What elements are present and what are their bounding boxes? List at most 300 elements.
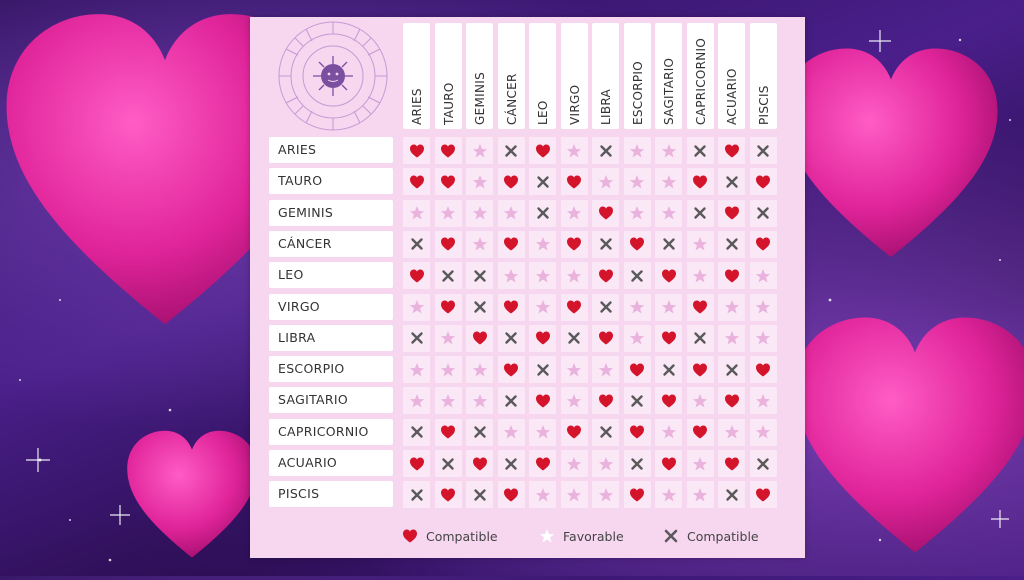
grid-cell	[750, 231, 777, 258]
star-icon	[661, 205, 677, 221]
grid-cell	[687, 137, 714, 164]
grid-cell	[750, 200, 777, 227]
star-icon	[440, 330, 456, 346]
grid-cell	[624, 356, 651, 383]
grid-cell	[498, 294, 525, 321]
column-header-label: GEMINIS	[473, 71, 487, 125]
cross-icon	[692, 330, 708, 346]
star-icon	[566, 143, 582, 159]
cross-icon	[598, 143, 614, 159]
grid-cell	[655, 137, 682, 164]
heart-icon	[503, 299, 519, 315]
grid-cell	[687, 262, 714, 289]
heart-icon	[629, 236, 645, 252]
grid-cell	[624, 262, 651, 289]
heart-icon	[535, 456, 551, 472]
column-header-11	[750, 23, 777, 129]
star-icon	[566, 393, 582, 409]
grid-cell	[687, 231, 714, 258]
grid-cell	[592, 450, 619, 477]
grid-cell	[624, 294, 651, 321]
grid-cell	[561, 325, 588, 352]
column-header-9	[687, 23, 714, 129]
grid-cell	[403, 481, 430, 508]
grid-cell	[718, 137, 745, 164]
grid-cell	[624, 231, 651, 258]
row-label: ARIES	[269, 137, 393, 163]
heart-icon	[503, 236, 519, 252]
row-label: CAPRICORNIO	[269, 419, 393, 445]
heart-icon	[440, 487, 456, 503]
star-icon	[598, 174, 614, 190]
star-icon	[755, 330, 771, 346]
row-label: TAURO	[269, 168, 393, 194]
column-header-8	[655, 23, 682, 129]
grid-cell	[687, 481, 714, 508]
grid-cell	[718, 450, 745, 477]
grid-cell	[718, 387, 745, 414]
star-icon	[724, 424, 740, 440]
grid-cell	[718, 262, 745, 289]
cross-icon	[692, 143, 708, 159]
cross-icon	[503, 143, 519, 159]
grid-cell	[529, 356, 556, 383]
grid-cell	[718, 200, 745, 227]
star-icon	[566, 456, 582, 472]
heart-icon	[535, 143, 551, 159]
column-header-4	[529, 23, 556, 129]
legend-star-label: Favorable	[563, 528, 624, 544]
legend-heart-label: Compatible	[426, 528, 498, 544]
column-header-2	[466, 23, 493, 129]
cross-icon	[440, 268, 456, 284]
star-icon	[692, 236, 708, 252]
heart-icon	[755, 487, 771, 503]
cross-icon	[472, 299, 488, 315]
heart-icon	[661, 268, 677, 284]
star-icon	[724, 299, 740, 315]
row-label: GEMINIS	[269, 200, 393, 226]
grid-cell	[435, 200, 462, 227]
grid-cell	[466, 294, 493, 321]
legend-cross	[663, 527, 759, 545]
grid-cell	[592, 231, 619, 258]
grid-cell	[403, 325, 430, 352]
legend-cross-label: Compatible	[687, 528, 759, 544]
grid-cell	[561, 262, 588, 289]
grid-cell	[655, 481, 682, 508]
star-icon	[566, 487, 582, 503]
grid-cell	[403, 137, 430, 164]
grid-cell	[624, 137, 651, 164]
grid-cell	[435, 325, 462, 352]
grid-cell	[498, 450, 525, 477]
grid-cell	[466, 325, 493, 352]
cross-icon	[724, 487, 740, 503]
grid-cell	[718, 168, 745, 195]
star-icon	[755, 299, 771, 315]
grid-cell	[750, 168, 777, 195]
glitter-heart-bottom-left	[122, 428, 262, 563]
column-header-6	[592, 23, 619, 129]
column-header-0	[403, 23, 430, 129]
grid-cell	[592, 481, 619, 508]
grid-cell	[435, 481, 462, 508]
grid-cell	[750, 481, 777, 508]
grid-cell	[750, 387, 777, 414]
grid-cell	[498, 168, 525, 195]
heart-icon	[692, 299, 708, 315]
grid-cell	[435, 356, 462, 383]
cross-icon	[598, 236, 614, 252]
grid-cell	[750, 262, 777, 289]
star-icon	[472, 143, 488, 159]
heart-icon	[724, 268, 740, 284]
star-icon	[566, 268, 582, 284]
star-icon	[598, 487, 614, 503]
grid-cell	[655, 294, 682, 321]
grid-cell	[529, 325, 556, 352]
grid-cell	[592, 294, 619, 321]
column-header-7	[624, 23, 651, 129]
heart-icon	[503, 174, 519, 190]
star-icon	[503, 424, 519, 440]
heart-icon	[409, 268, 425, 284]
grid-cell	[498, 481, 525, 508]
grid-cell	[529, 294, 556, 321]
star-icon	[692, 456, 708, 472]
grid-cell	[435, 419, 462, 446]
row-label: LEO	[269, 262, 393, 288]
grid-cell	[655, 325, 682, 352]
column-header-label: CAPRICORNIO	[693, 37, 708, 125]
cross-icon	[755, 143, 771, 159]
star-icon	[472, 205, 488, 221]
cross-icon	[724, 174, 740, 190]
grid-cell	[592, 137, 619, 164]
column-header-1	[435, 23, 462, 129]
grid-cell	[655, 450, 682, 477]
star-icon	[661, 143, 677, 159]
star-icon	[724, 330, 740, 346]
heart-icon	[409, 143, 425, 159]
grid-cell	[655, 356, 682, 383]
heart-icon	[566, 174, 582, 190]
cross-icon	[472, 424, 488, 440]
grid-cell	[498, 325, 525, 352]
heart-icon	[440, 424, 456, 440]
grid-cell	[592, 356, 619, 383]
heart-icon	[472, 456, 488, 472]
grid-cell	[435, 231, 462, 258]
star-icon	[598, 362, 614, 378]
grid-cell	[561, 450, 588, 477]
cross-icon	[663, 528, 679, 544]
column-header-label: TAURO	[441, 82, 456, 125]
grid-cell	[466, 481, 493, 508]
heart-icon	[472, 330, 488, 346]
grid-cell	[435, 294, 462, 321]
grid-cell	[718, 419, 745, 446]
row-label: ESCORPIO	[269, 356, 393, 382]
row-label: SAGITARIO	[269, 387, 393, 413]
grid-cell	[655, 387, 682, 414]
grid-cell	[718, 325, 745, 352]
grid-cell	[561, 481, 588, 508]
column-header-label: ESCORPIO	[630, 61, 645, 125]
grid-cell	[561, 231, 588, 258]
star-icon	[440, 393, 456, 409]
star-icon	[566, 362, 582, 378]
grid-cell	[529, 168, 556, 195]
grid-cell	[529, 200, 556, 227]
grid-cell	[624, 387, 651, 414]
heart-icon	[661, 393, 677, 409]
grid-cell	[750, 356, 777, 383]
heart-icon	[440, 143, 456, 159]
grid-cell	[750, 137, 777, 164]
heart-icon	[661, 456, 677, 472]
cross-icon	[692, 205, 708, 221]
grid-cell	[466, 168, 493, 195]
grid-cell	[529, 387, 556, 414]
grid-cell	[655, 262, 682, 289]
grid-cell	[687, 450, 714, 477]
star-icon	[598, 456, 614, 472]
grid-cell	[592, 325, 619, 352]
grid-cell	[498, 137, 525, 164]
row-label: PISCIS	[269, 481, 393, 507]
grid-cell	[403, 419, 430, 446]
star-icon	[535, 487, 551, 503]
cross-icon	[409, 424, 425, 440]
star-icon	[661, 299, 677, 315]
grid-cell	[403, 356, 430, 383]
heart-icon	[566, 424, 582, 440]
grid-cell	[561, 137, 588, 164]
column-header-label: ARIES	[410, 88, 424, 125]
heart-icon	[598, 330, 614, 346]
row-label: CÁNCER	[269, 231, 393, 257]
grid-cell	[624, 481, 651, 508]
heart-icon	[402, 528, 418, 544]
star-icon	[629, 143, 645, 159]
grid-cell	[529, 231, 556, 258]
grid-cell	[624, 200, 651, 227]
star-icon	[692, 487, 708, 503]
heart-icon	[598, 205, 614, 221]
grid-cell	[718, 294, 745, 321]
grid-cell	[687, 168, 714, 195]
grid-cell	[561, 200, 588, 227]
heart-icon	[724, 456, 740, 472]
heart-icon	[503, 487, 519, 503]
grid-cell	[529, 137, 556, 164]
grid-cell	[403, 231, 430, 258]
column-header-label: LIBRA	[599, 88, 613, 125]
heart-icon	[755, 174, 771, 190]
row-label: VIRGO	[269, 294, 393, 320]
cross-icon	[629, 456, 645, 472]
heart-icon	[661, 330, 677, 346]
grid-cell	[435, 262, 462, 289]
grid-cell	[655, 419, 682, 446]
grid-cell	[592, 168, 619, 195]
cross-icon	[724, 236, 740, 252]
grid-cell	[403, 387, 430, 414]
heart-icon	[755, 236, 771, 252]
column-header-label: VIRGO	[567, 84, 582, 125]
star-icon	[409, 393, 425, 409]
star-icon	[755, 393, 771, 409]
cross-icon	[661, 236, 677, 252]
compatibility-chart-card	[250, 17, 805, 558]
grid-cell	[624, 450, 651, 477]
grid-cell	[592, 262, 619, 289]
star-icon	[755, 424, 771, 440]
column-header-10	[718, 23, 745, 129]
grid-cell	[561, 356, 588, 383]
heart-icon	[724, 205, 740, 221]
heart-icon	[598, 268, 614, 284]
grid-cell	[466, 200, 493, 227]
heart-icon	[755, 362, 771, 378]
grid-cell	[529, 419, 556, 446]
grid-cell	[466, 262, 493, 289]
grid-cell	[529, 262, 556, 289]
grid-cell	[655, 231, 682, 258]
cross-icon	[440, 456, 456, 472]
heart-icon	[724, 393, 740, 409]
grid-cell	[750, 325, 777, 352]
cross-icon	[535, 362, 551, 378]
grid-cell	[561, 387, 588, 414]
cross-icon	[566, 330, 582, 346]
grid-cell	[403, 294, 430, 321]
star-icon	[503, 205, 519, 221]
grid-cell	[435, 137, 462, 164]
grid-cell	[403, 262, 430, 289]
cross-icon	[755, 456, 771, 472]
star-icon	[661, 424, 677, 440]
star-icon	[755, 268, 771, 284]
column-header-label: ACUARIO	[725, 68, 739, 125]
grid-cell	[592, 387, 619, 414]
star-icon	[503, 268, 519, 284]
cross-icon	[472, 268, 488, 284]
grid-cell	[655, 200, 682, 227]
grid-cell	[624, 419, 651, 446]
star-icon	[535, 299, 551, 315]
star-icon	[472, 362, 488, 378]
star-icon	[535, 236, 551, 252]
heart-icon	[629, 362, 645, 378]
cross-icon	[598, 424, 614, 440]
grid-cell	[687, 356, 714, 383]
grid-cell	[718, 356, 745, 383]
star-icon	[629, 205, 645, 221]
column-header-label: SAGITARIO	[662, 57, 676, 125]
star-icon	[661, 174, 677, 190]
legend-star	[539, 527, 624, 545]
grid-cell	[466, 231, 493, 258]
star-icon	[472, 393, 488, 409]
star-icon	[409, 205, 425, 221]
heart-icon	[503, 362, 519, 378]
star-icon	[535, 424, 551, 440]
grid-cell	[403, 200, 430, 227]
grid-cell	[687, 387, 714, 414]
heart-icon	[409, 174, 425, 190]
grid-cell	[624, 325, 651, 352]
row-label: LIBRA	[269, 325, 393, 351]
star-icon	[629, 299, 645, 315]
grid-cell	[624, 168, 651, 195]
star-icon	[629, 330, 645, 346]
heart-icon	[692, 424, 708, 440]
grid-cell	[687, 294, 714, 321]
cross-icon	[503, 456, 519, 472]
grid-cell	[466, 419, 493, 446]
grid-cell	[750, 294, 777, 321]
cross-icon	[503, 393, 519, 409]
star-icon	[629, 174, 645, 190]
star-icon	[535, 268, 551, 284]
grid-cell	[561, 294, 588, 321]
grid-cell	[750, 419, 777, 446]
cross-icon	[535, 174, 551, 190]
heart-icon	[598, 393, 614, 409]
grid-cell	[592, 200, 619, 227]
grid-cell	[466, 137, 493, 164]
grid-cell	[435, 387, 462, 414]
column-header-label: PISCIS	[756, 85, 771, 125]
grid-cell	[561, 419, 588, 446]
grid-cell	[718, 481, 745, 508]
cross-icon	[755, 205, 771, 221]
grid-cell	[687, 200, 714, 227]
heart-icon	[724, 143, 740, 159]
grid-cell	[498, 200, 525, 227]
column-header-label: CÁNCER	[504, 73, 519, 125]
grid-cell	[561, 168, 588, 195]
grid-cell	[435, 450, 462, 477]
star-icon	[440, 362, 456, 378]
star-icon	[440, 205, 456, 221]
grid-cell	[529, 450, 556, 477]
star-icon	[692, 393, 708, 409]
cross-icon	[661, 362, 677, 378]
column-header-5	[561, 23, 588, 129]
heart-icon	[440, 236, 456, 252]
star-icon	[409, 362, 425, 378]
star-icon	[539, 528, 555, 544]
grid-cell	[403, 450, 430, 477]
legend-heart	[402, 527, 498, 545]
heart-icon	[535, 393, 551, 409]
heart-icon	[409, 456, 425, 472]
grid-cell	[592, 419, 619, 446]
grid-cell	[403, 168, 430, 195]
grid-cell	[498, 387, 525, 414]
column-header-3	[498, 23, 525, 129]
grid-cell	[655, 168, 682, 195]
grid-cell	[466, 356, 493, 383]
grid-cell	[466, 450, 493, 477]
star-icon	[472, 236, 488, 252]
heart-icon	[629, 487, 645, 503]
grid-cell	[750, 450, 777, 477]
